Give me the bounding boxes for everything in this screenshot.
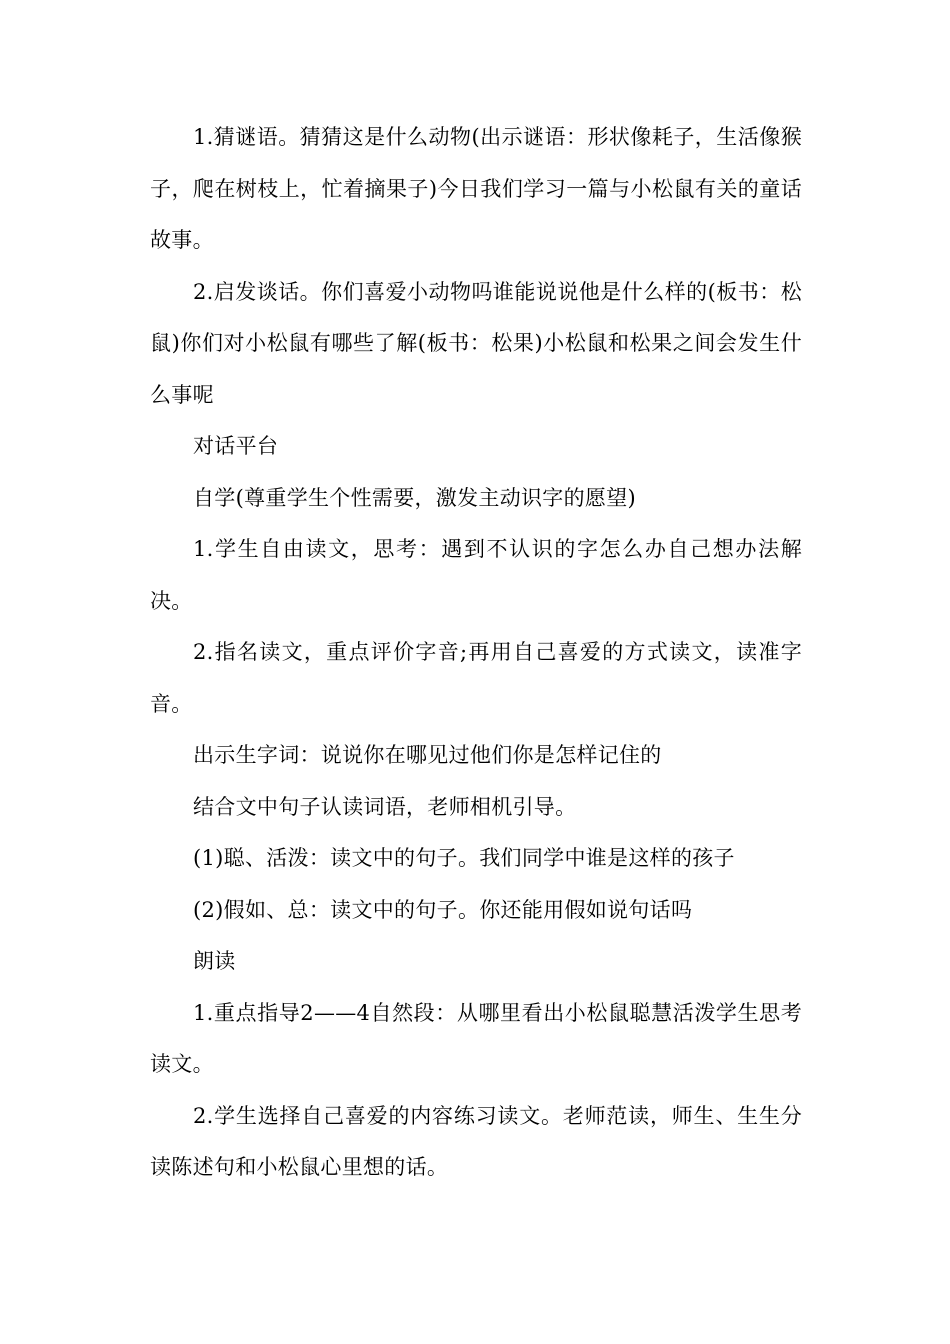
section-heading-dialogue-platform: 对话平台 <box>193 434 279 458</box>
paragraph-key-guidance: 1.重点指导2——4自然段：从哪里看出小松鼠聪慧活泼学生思考读文。 <box>150 1000 802 1076</box>
paragraph-riddle: 1.猜谜语。猜猜这是什么动物(出示谜语：形状像耗子，生活像猴子，爬在树枝上，忙着摘果子)今日我们学习一篇与小松鼠有关的童话故事。 <box>150 125 802 252</box>
section-heading-self-study: 自学(尊重学生个性需要，激发主动识字的愿望) <box>193 485 636 510</box>
document-page <box>150 112 802 1194</box>
paragraph-free-reading: 1.学生自由读文，思考：遇到不认识的字怎么办自己想办法解决。 <box>150 537 802 613</box>
paragraph-word-reading: 结合文中句子认读词语，老师相机引导。 <box>193 794 577 819</box>
paragraph-item-2: (2)假如、总：读文中的句子。你还能用假如说句话吗 <box>193 897 693 922</box>
paragraph-item-1: (1)聪、活泼：读文中的句子。我们同学中谁是这样的孩子 <box>193 846 735 870</box>
paragraph-practice-reading: 2.学生选择自己喜爱的内容练习读文。老师范读，师生、生生分读陈述句和小松鼠心里想的话。 <box>150 1103 802 1179</box>
paragraph-discussion: 2.启发谈话。你们喜爱小动物吗谁能说说他是什么样的(板书：松鼠)你们对小松鼠有哪些了解(板书：松果)小松鼠和松果之间会发生什么事呢 <box>150 279 802 407</box>
paragraph-new-words: 出示生字词：说说你在哪见过他们你是怎样记住的 <box>193 743 662 767</box>
paragraph-named-reading: 2.指名读文，重点评价字音;再用自己喜爱的方式读文，读准字音。 <box>150 640 802 716</box>
section-heading-reading-aloud: 朗读 <box>193 949 236 973</box>
